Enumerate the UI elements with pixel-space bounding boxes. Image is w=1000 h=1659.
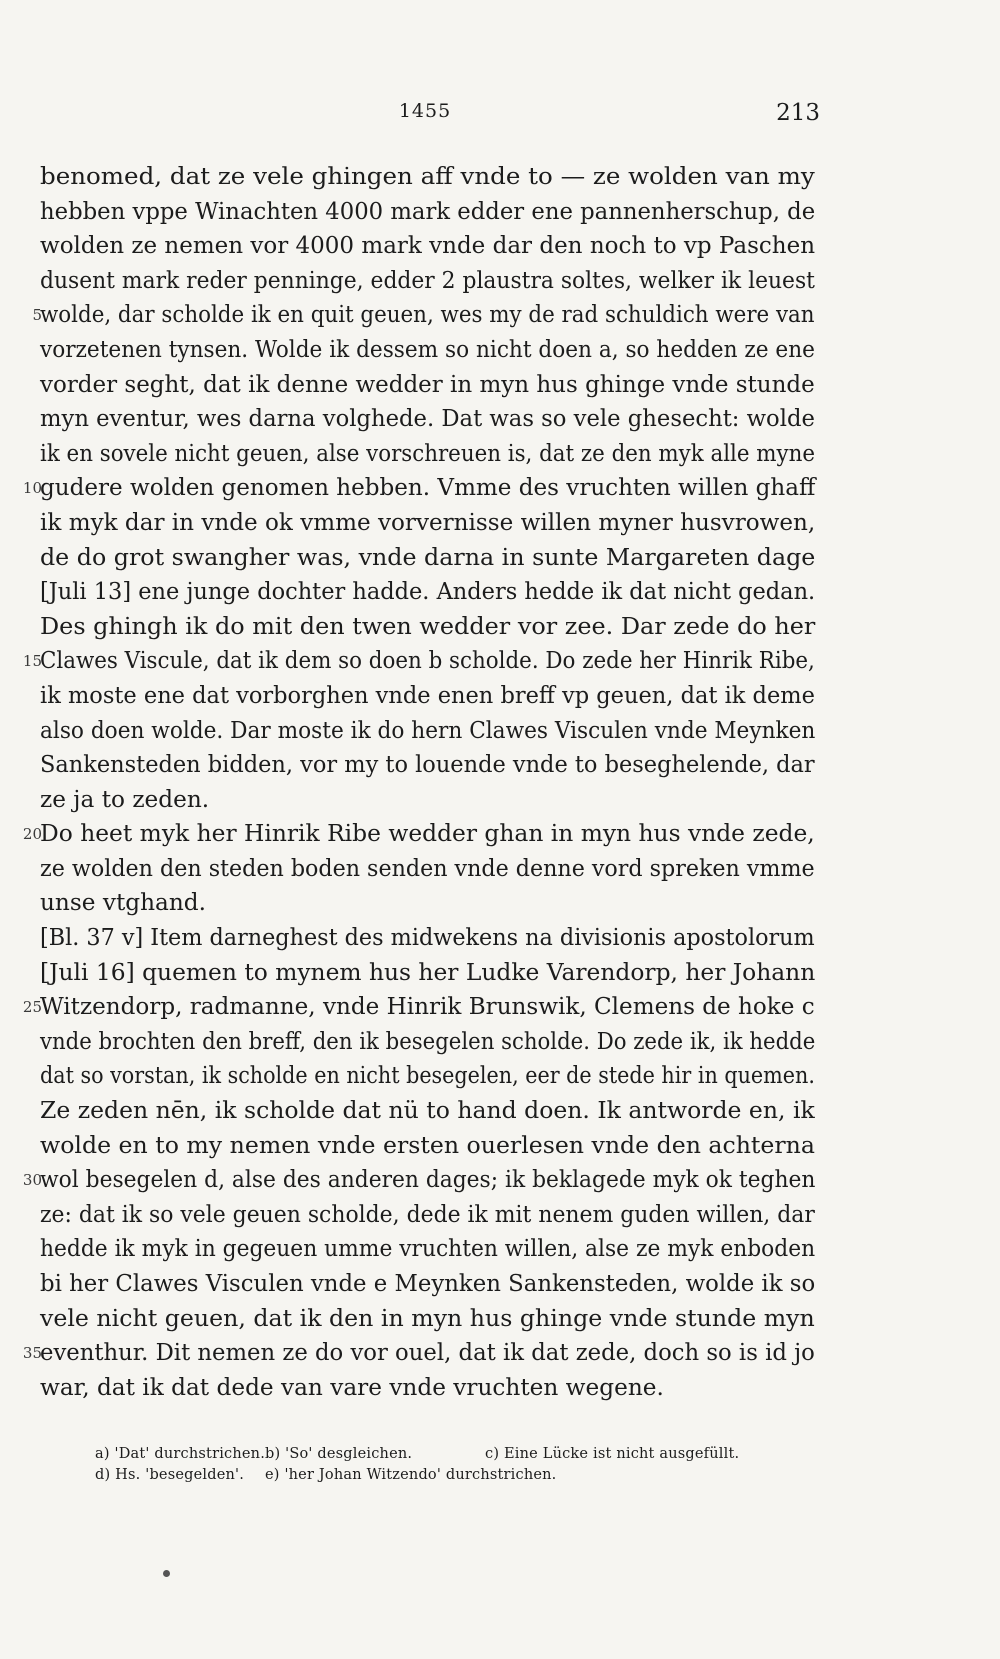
line-text: Do heet myk her Hinrik Ribe wedder ghan in myn hus vnde zede,: [40, 820, 815, 848]
text-line: [0, 1371, 1000, 1406]
footnote-d: d) Hs. 'besegelden'.: [95, 1467, 245, 1483]
line-text: wolde en to my nemen vnde ersten ouerlesen vnde den achterna: [40, 1131, 815, 1159]
line-text: ik myk dar in vnde ok vmme vorvernisse willen myner husvrowen,: [40, 508, 816, 536]
line-text: hebben vppe Winachten 4000 mark edder ene pannenherschup, de: [40, 197, 816, 225]
text-line: [0, 402, 1000, 437]
text-line: [0, 886, 1000, 921]
page-number: 213: [776, 100, 820, 126]
text-line: [0, 229, 1000, 264]
text-line: [0, 333, 1000, 368]
line-number: 30: [22, 1171, 42, 1190]
line-text: war, dat ik dat dede van vare vnde vruchten wegene.: [40, 1373, 664, 1401]
line-number: 20: [22, 825, 42, 844]
text-line: [0, 195, 1000, 230]
line-text: wol besegelen d, alse des anderen dages; ik beklagede myk ok teghen: [40, 1166, 816, 1194]
line-text: vorzetenen tynsen. Wolde ik dessem so nicht doen a, so hedden ze ene: [40, 335, 815, 363]
line-text: [Juli 13] ene junge dochter hadde. Anders hedde ik dat nicht gedan.: [40, 578, 816, 606]
line-text: gudere wolden genomen hebben. Vmme des vruchten willen ghaff: [40, 474, 816, 502]
line-text: myn eventur, wes darna volghede. Dat was so vele ghesecht: wolde: [40, 405, 815, 433]
text-line: [0, 644, 1000, 679]
footnote-e: e) 'her Johan Witzendo' durchstrichen.: [265, 1467, 557, 1483]
line-text: vnde brochten den breff, den ik besegelen scholde. Do zede ik, ik hedde: [40, 1027, 816, 1055]
line-text: [Bl. 37 v] Item darneghest des midwekens na divisionis apostolorum: [40, 924, 815, 952]
line-number: 35: [22, 1344, 42, 1363]
text-line: [0, 610, 1000, 645]
line-text: [Juli 16] quemen to mynem hus her Ludke Varendorp, her Johann: [40, 958, 816, 986]
line-text: unse vtghand.: [40, 889, 207, 917]
line-text: ik en sovele nicht geuen, alse vorschreuen is, dat ze den myk alle myne: [40, 439, 815, 467]
text-line: [0, 714, 1000, 749]
text-line: [0, 160, 1000, 195]
line-text: ze ja to zeden.: [40, 785, 210, 813]
text-line: [0, 921, 1000, 956]
line-text: bi her Clawes Visculen vnde e Meynken Sankensteden, wolde ik so: [40, 1270, 816, 1297]
text-line: [0, 956, 1000, 991]
footnote-a: a) 'Dat' durchstrichen.: [95, 1446, 266, 1462]
text-line: [0, 1336, 1000, 1371]
line-text: eventhur. Dit nemen ze do vor ouel, dat ik dat zede, doch so is id jo: [40, 1339, 815, 1367]
text-line: [0, 1025, 1000, 1060]
text-line: [0, 1267, 1000, 1302]
text-line: [0, 368, 1000, 403]
line-text: ik moste ene dat vorborghen vnde enen breff vp geuen, dat ik deme: [40, 681, 815, 709]
text-line: [0, 575, 1000, 610]
text-line: [0, 298, 1000, 333]
text-line: [0, 748, 1000, 783]
footnote-line-2: [95, 1467, 556, 1483]
body-text: [0, 160, 1000, 1405]
line-text: Clawes Viscule, dat ik dem so doen b scholde. Do zede her Hinrik Ribe,: [40, 647, 815, 675]
footnote-c: c) Eine Lücke ist nicht ausgefüllt.: [485, 1446, 740, 1462]
line-text: ze: dat ik so vele geuen scholde, dede ik mit nenem guden willen, dar: [40, 1200, 815, 1228]
line-text: de do grot swangher was, vnde darna in sunte Margareten dage: [40, 543, 816, 571]
text-line: [0, 679, 1000, 714]
text-line: [0, 1059, 1000, 1094]
text-line: [0, 1094, 1000, 1129]
line-text: dat so vorstan, ik scholde en nicht besegelen, eer de stede hir in quemen.: [40, 1062, 815, 1090]
line-text: Ze zeden nēn, ik scholde dat nü to hand doen. Ik antworde en, ik: [40, 1097, 815, 1125]
line-number: 15: [22, 652, 42, 671]
text-line: [0, 471, 1000, 506]
text-line: [0, 783, 1000, 818]
text-line: [0, 1232, 1000, 1267]
line-number: 5: [32, 306, 42, 325]
line-text: vorder seght, dat ik denne wedder in myn hus ghinge vnde stunde: [40, 370, 815, 398]
footnote-line-1: [95, 1446, 739, 1462]
footnote-b: b) 'So' desgleichen.: [265, 1446, 413, 1462]
ink-speck: [163, 1570, 170, 1577]
text-line: [0, 541, 1000, 576]
line-text: Witzendorp, radmanne, vnde Hinrik Brunswik, Clemens de hoke c: [40, 993, 815, 1021]
text-line: [0, 817, 1000, 852]
line-text: benomed, dat ze vele ghingen aff vnde to — ze wolden van my: [40, 163, 815, 190]
text-line: [0, 990, 1000, 1025]
text-line: [0, 1129, 1000, 1164]
line-number: 25: [22, 998, 42, 1017]
line-text: hedde ik myk in gegeuen umme vruchten willen, alse ze myk enboden: [40, 1235, 816, 1263]
line-text: Sankensteden bidden, vor my to louende vnde to beseghelende, dar: [40, 751, 815, 779]
text-line: [0, 1163, 1000, 1198]
text-line: [0, 264, 1000, 299]
line-text: wolden ze nemen vor 4000 mark vnde dar den noch to vp Paschen: [40, 232, 816, 260]
line-text: vele nicht geuen, dat ik den in myn hus ghinge vnde stunde myn: [40, 1304, 815, 1332]
line-text: wolde, dar scholde ik en quit geuen, wes my de rad schuldich were van: [40, 301, 815, 329]
line-number: 10: [22, 479, 42, 498]
line-text: ze wolden den steden boden senden vnde denne vord spreken vmme: [40, 854, 815, 882]
line-text: Des ghingh ik do mit den twen wedder vor zee. Dar zede do her: [40, 612, 816, 640]
text-line: [0, 1302, 1000, 1337]
line-text: dusent mark reder penninge, edder 2 plaustra soltes, welker ik leuest: [40, 266, 815, 294]
text-line: [0, 1198, 1000, 1233]
text-line: [0, 437, 1000, 472]
text-line: [0, 506, 1000, 541]
text-line: [0, 852, 1000, 887]
line-text: also doen wolde. Dar moste ik do hern Clawes Visculen vnde Meynken: [40, 716, 816, 744]
header-year: 1455: [398, 100, 452, 122]
